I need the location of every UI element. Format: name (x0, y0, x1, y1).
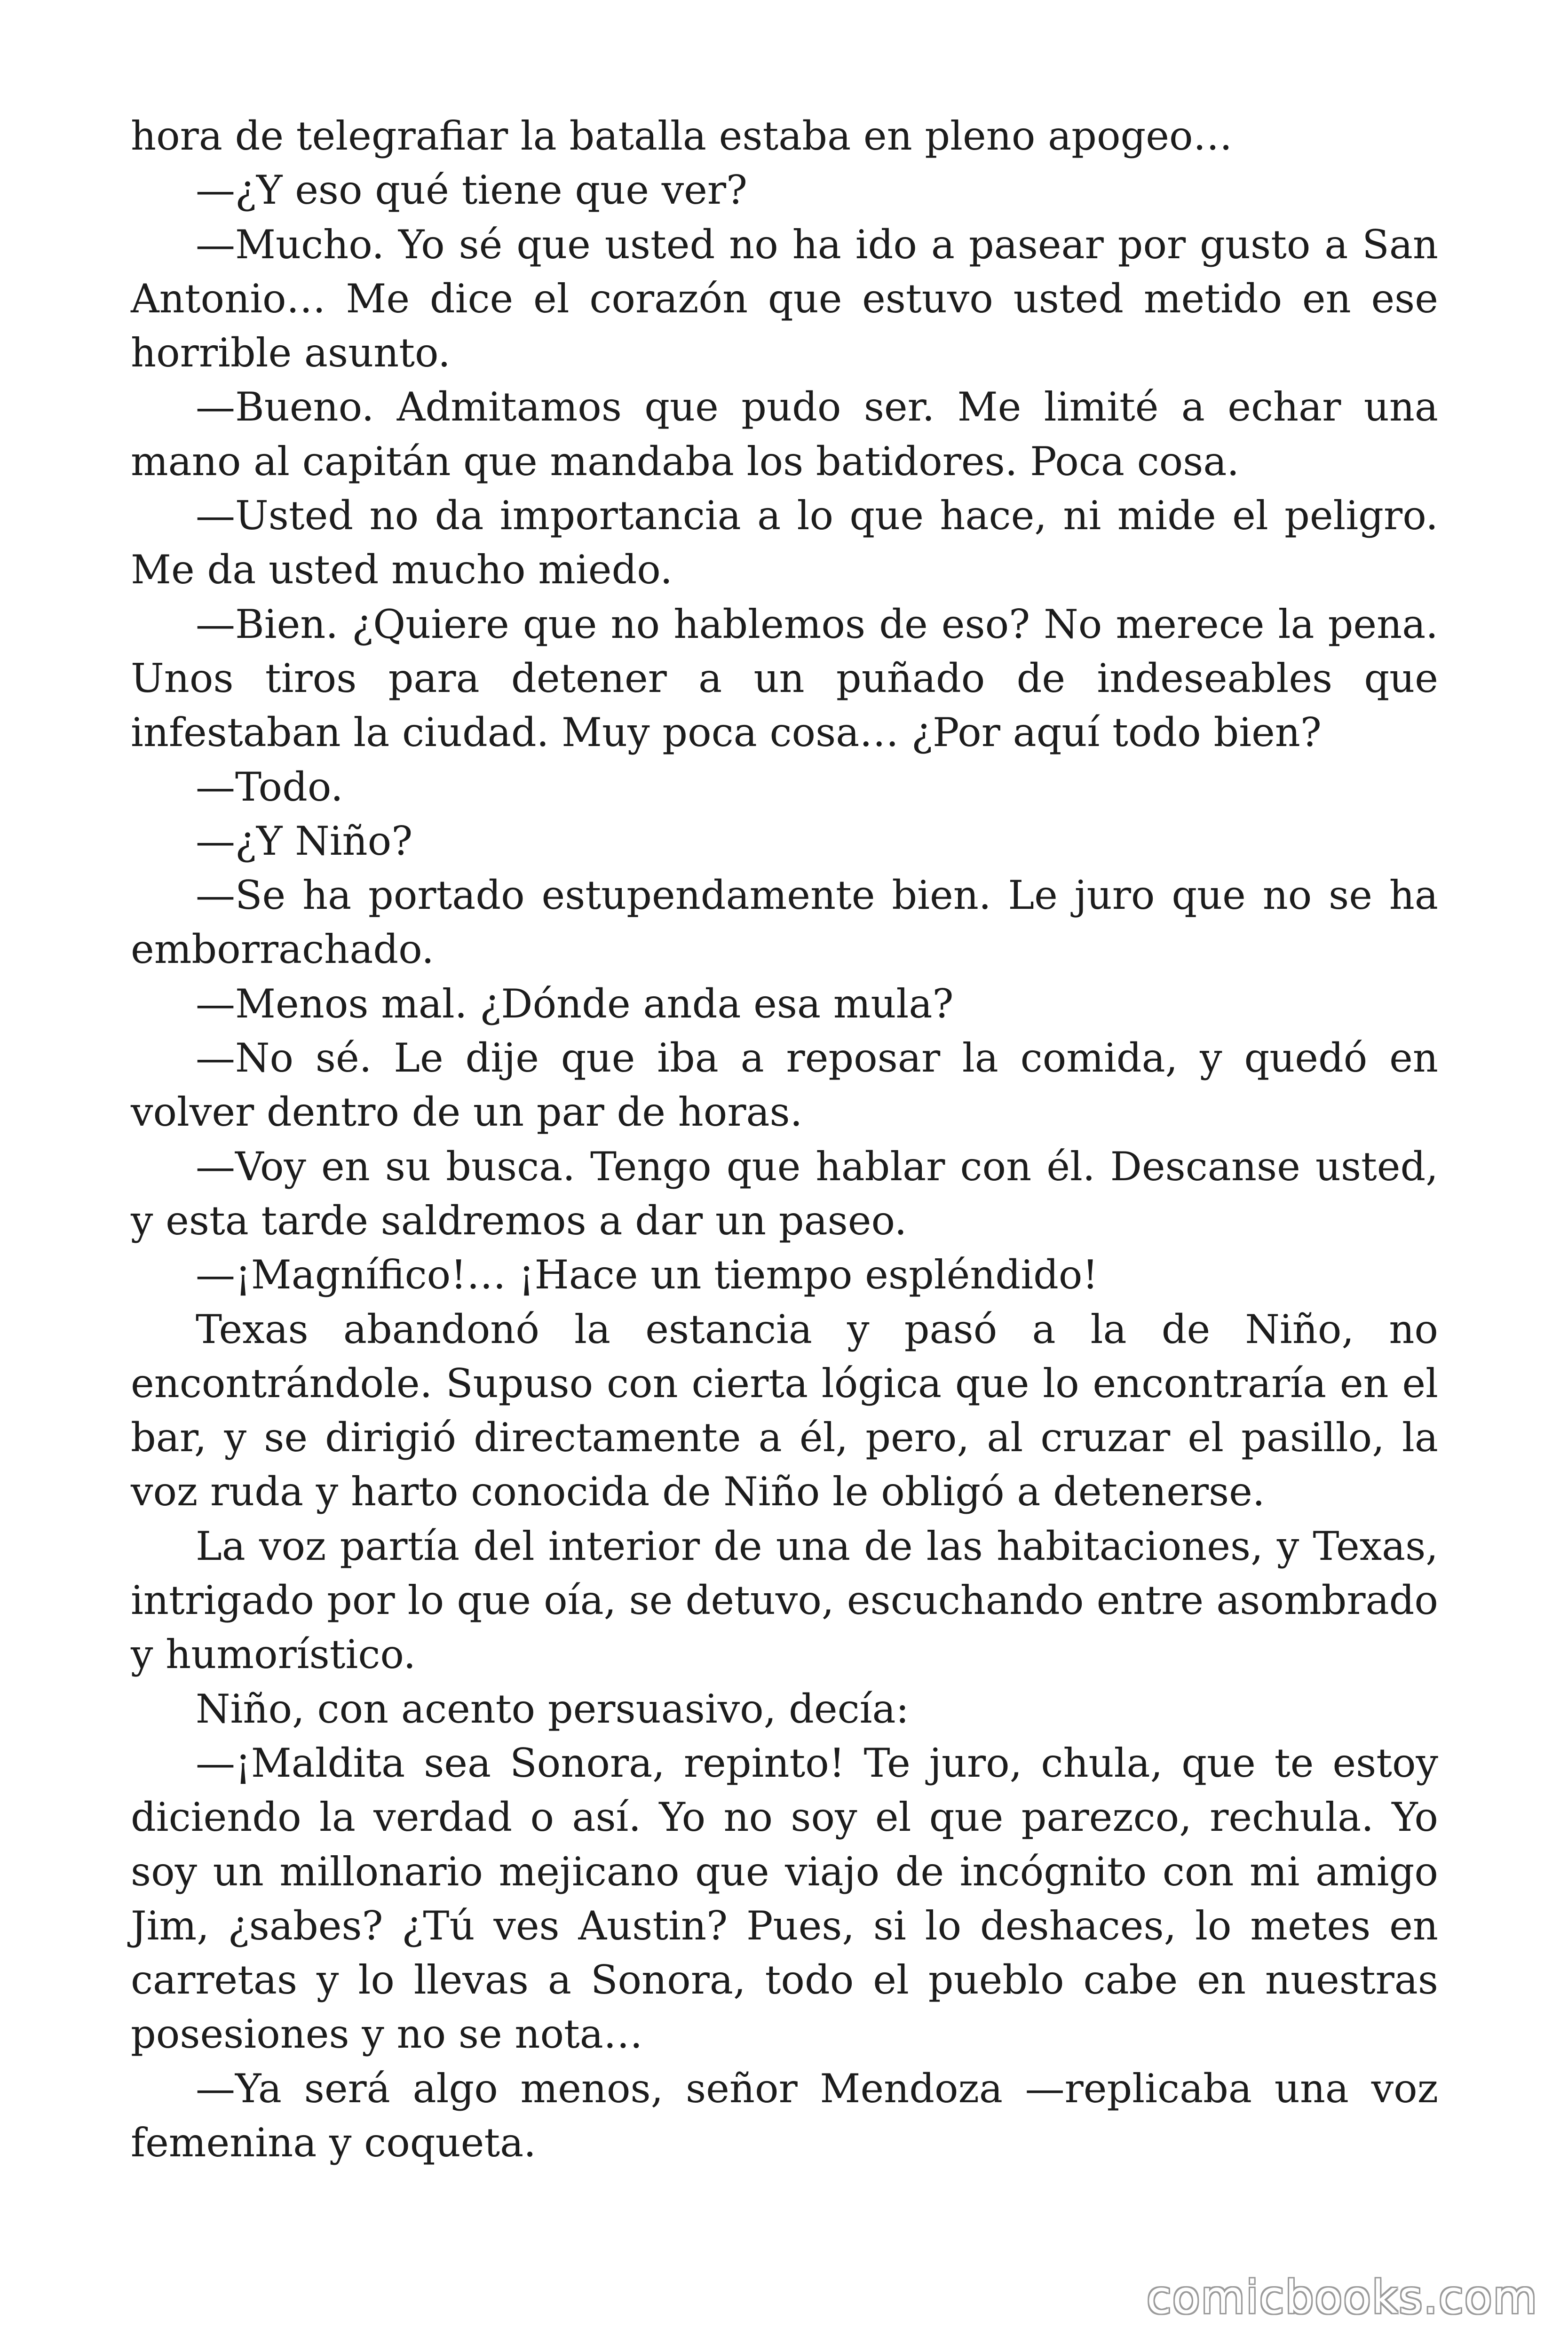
paragraph: hora de telegrafiar la batalla estaba en pleno apogeo… (131, 113, 1233, 159)
paragraph: —Mucho. Yo sé que usted no ha ido a pasear por gusto a San Antonio… Me dice el corazón que estuvo usted metido en ese horrible asunto. (131, 221, 1438, 376)
paragraph: —¿Y Niño? (196, 818, 413, 864)
book-page-text (131, 109, 1438, 2170)
paragraph: —¡Maldita sea Sonora, repinto! Te juro, chula, que te estoy diciendo la verdad o así. Yo no soy el que parezco, rechula. Yo soy un millonario mejicano que viajo de incógnito con mi amigo Jim, ¿sabes? ¿Tú ves Austin? Pues, si lo deshaces, lo metes en carretas y lo llevas a Sonora, todo el pueblo cabe en nuestras posesiones y no se nota… (131, 1740, 1438, 2058)
paragraph: Texas abandonó la estancia y pasó a la de Niño, no encontrándole. Supuso con cierta lógica que lo encontraría en el bar, y se dirigió directamente a él, pero, al cruzar el pasillo, la voz ruda y harto conocida de Niño le obligó a detenerse. (131, 1306, 1438, 1515)
paragraph: Niño, con acento persuasivo, decía: (196, 1685, 909, 1732)
paragraph: —¡Magnífico!… ¡Hace un tiempo espléndido! (196, 1252, 1099, 1298)
paragraph: —Ya será algo menos, señor Mendoza —replicaba una voz femenina y coqueta. (131, 2065, 1438, 2166)
paragraph: —Menos mal. ¿Dónde anda esa mula? (196, 980, 954, 1027)
paragraph: La voz partía del interior de una de las habitaciones, y Texas, intrigado por lo que oía, se detuvo, escuchando entre asombrado y humorístico. (131, 1523, 1438, 1678)
paragraph: —Bueno. Admitamos que pudo ser. Me limité a echar una mano al capitán que mandaba los batidores. Poca cosa. (131, 384, 1438, 485)
paragraph: —Usted no da importancia a lo que hace, ni mide el peligro. Me da usted mucho miedo. (131, 493, 1438, 593)
watermark-logo: comicbooks.com (1146, 2271, 1538, 2324)
paragraph: —Voy en su busca. Tengo que hablar con él. Descanse usted, y esta tarde saldremos a dar un paseo. (131, 1143, 1438, 1244)
paragraph: —Bien. ¿Quiere que no hablemos de eso? No merece la pena. Unos tiros para detener a un puñado de indeseables que infestaban la ciudad. Muy poca cosa… ¿Por aquí todo bien? (131, 601, 1438, 756)
paragraph: —No sé. Le dije que iba a reposar la comida, y quedó en volver dentro de un par de horas. (131, 1035, 1438, 1136)
paragraph: —¿Y eso qué tiene que ver? (196, 167, 748, 214)
paragraph: —Se ha portado estupendamente bien. Le juro que no se ha emborrachado. (131, 872, 1438, 973)
paragraph: —Todo. (196, 763, 343, 810)
